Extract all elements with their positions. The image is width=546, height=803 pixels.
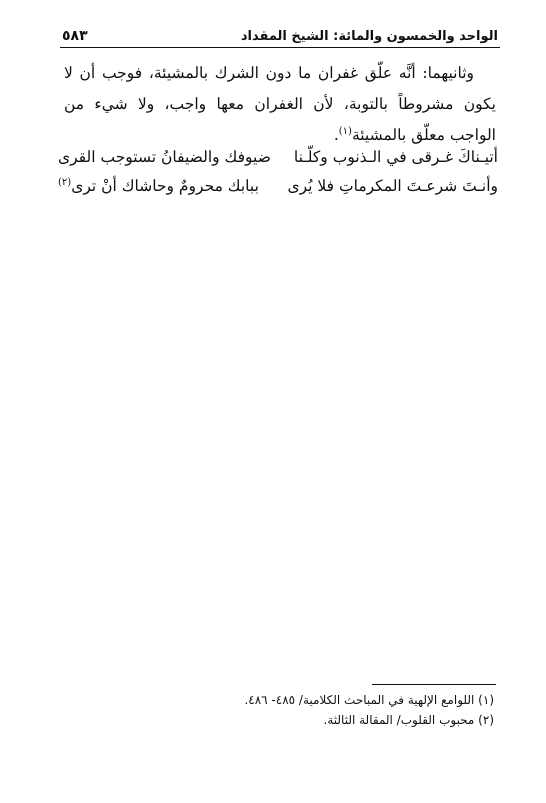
footnote-1: (١) اللوامع الإلهية في المباحث الكلامية/ ٤٨٥- ٤٨٦. [244, 693, 494, 707]
page-header [62, 22, 498, 44]
verse-line-1 [58, 148, 498, 166]
footnote-rule [372, 684, 496, 685]
paragraph-end: . [333, 126, 339, 144]
paragraph [64, 58, 496, 151]
verse-2-second-hemistich: ببابك محرومٌ وحاشاك أنْ ترى$^{(٢)}$ [58, 176, 259, 195]
footnote-ref-2: (٢) [58, 176, 72, 188]
page-number: ٥٨٣ [62, 28, 88, 44]
header-rule [60, 47, 500, 48]
verse-2-first-hemistich: وأنـتَ شرعـتَ المكرماتِ فلا يُرى [287, 177, 498, 195]
footnotes [64, 690, 494, 730]
verse-1-first-hemistich: أتيـناكَ غـرقى في الـذنوب وكلّـنا [293, 148, 498, 166]
footnote-ref-1: (١) [338, 125, 352, 137]
running-title: الواحد والخمسون والمائة: الشيخ المقداد [240, 29, 498, 44]
main-text [64, 58, 496, 151]
verse-1-second-hemistich: ضيوفك والضيفانُ تستوجب القرى [58, 148, 271, 166]
paragraph-text: وثانيهما: أنَّه علّق غفران ما دون الشرك بالمشيئة، فوجب أن لا يكون مشروطاً بالتوبة، لأن الغفران معها واجب، ولا شيء من الواجب معلّق بالمشيئة [64, 64, 496, 144]
footnote-2: (٢) محبوب القلوب/ المقالة الثالثة. [323, 713, 494, 727]
verse-line-2 [58, 177, 498, 195]
